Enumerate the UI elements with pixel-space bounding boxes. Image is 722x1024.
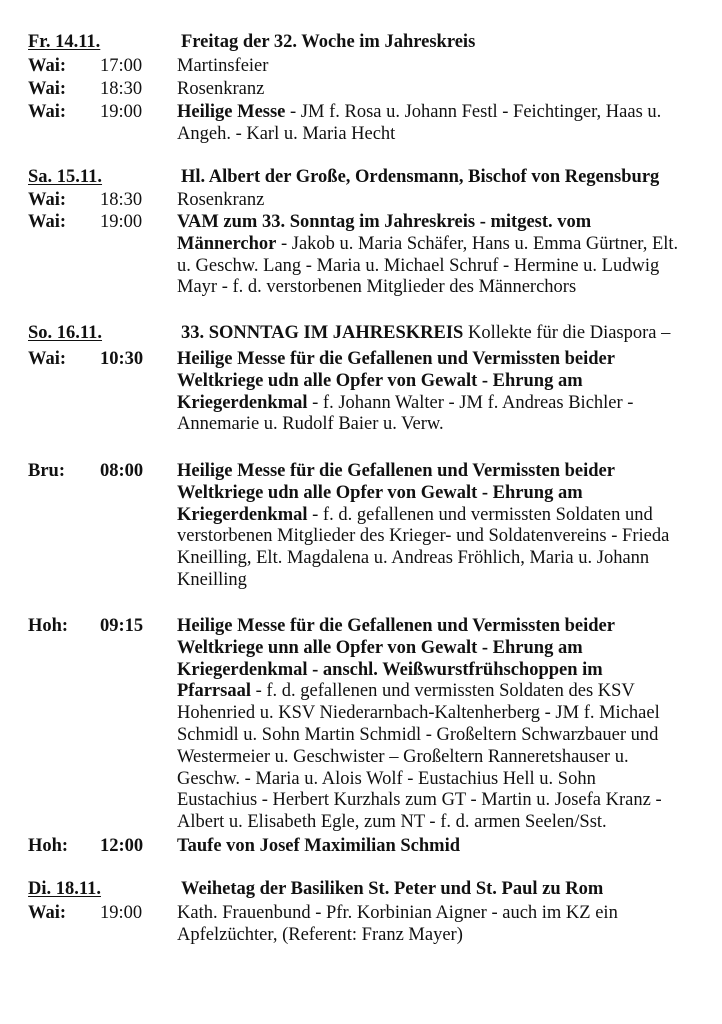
day-date: So. 16.11. [28, 323, 103, 343]
bold-text: Kriegerdenkmal - anschl. Weißwurstfrühschoppen im [177, 659, 603, 680]
event-text-line [177, 413, 444, 435]
event-time: 08:00 [100, 461, 144, 481]
event-text-line [177, 392, 633, 414]
event-place: Wai: [28, 349, 67, 369]
bold-text: Weihetag der Basiliken St. Peter und St. Paul zu Rom [181, 879, 604, 899]
event-time: 19:00 [100, 903, 143, 923]
event-text-line [177, 525, 669, 547]
regular-text: Annemarie u. Rudolf Baier u. Verw. [177, 414, 444, 435]
event-place: Hoh: [28, 616, 69, 636]
event-place: Wai: [28, 102, 67, 122]
event-text-line [177, 547, 649, 569]
event-text-line [177, 482, 583, 504]
bold-text: Weltkriege udn alle Opfer von Gewalt - Ehrung am [177, 370, 583, 391]
event-text-line [177, 189, 264, 211]
event-text-line [177, 702, 660, 724]
day-date: Di. 18.11. [28, 879, 101, 899]
event-text-line [177, 370, 583, 392]
event-text-line [177, 811, 607, 833]
event-text-line [177, 348, 615, 370]
event-text-line [177, 55, 268, 77]
day-date: Sa. 15.11. [28, 167, 103, 187]
event-text-line [177, 233, 678, 255]
event-time: 18:30 [100, 79, 143, 99]
regular-text: Mayr - f. d. verstorbenen Mitglieder des Männerchors [177, 277, 577, 298]
day-title [181, 322, 670, 344]
regular-text: - JM f. Rosa u. Johann Festl - Feichtinger, Haas u. [285, 102, 662, 122]
regular-text: Eustachius - Herbert Kurzhals zum GT - Martin u. Josefa Kranz - [177, 790, 662, 811]
regular-text: Kath. Frauenbund - Pfr. Korbinian Aigner - auch im KZ ein [177, 903, 618, 923]
event-text-line [177, 504, 653, 526]
bold-text: Heilige Messe für die Gefallenen und Vermissten beider [177, 616, 615, 636]
regular-text: Apfelzüchter, (Referent: Franz Mayer) [177, 924, 463, 945]
bold-text: Kriegerdenkmal [177, 392, 308, 413]
event-text-line [177, 789, 662, 811]
event-text-line [177, 569, 247, 591]
day-title [181, 878, 603, 900]
regular-text: Rosenkranz [177, 79, 265, 99]
event-text-line [177, 637, 583, 659]
event-text-line [177, 835, 460, 857]
event-text-line [177, 101, 661, 123]
bold-text: Freitag der 32. Woche im Jahreskreis [181, 32, 476, 52]
event-text-line [177, 460, 615, 482]
regular-text: Geschw. - Maria u. Alois Wolf - Eustachius Hell u. Sohn [177, 768, 596, 789]
regular-text: Schmidl u. Sohn Martin Schmidl - Großeltern Schwarzbauer und [177, 725, 659, 745]
event-text-line [177, 724, 658, 746]
bold-text: 33. SONNTAG IM JAHRESKREIS [181, 323, 464, 343]
regular-text: Westermeier u. Geschwister – Großeltern Ranneretshauser u. [177, 746, 629, 767]
event-place: Wai: [28, 79, 67, 99]
event-place: Wai: [28, 903, 67, 923]
bold-text: Pfarrsaal [177, 681, 251, 702]
bold-text: Heilige Messe für die Gefallenen und Vermissten beider [177, 461, 615, 481]
regular-text: Hohenried u. KSV Niederarnbach-Kaltenherberg - JM f. Michael [177, 703, 660, 724]
event-text-line [177, 276, 576, 298]
event-text-line [177, 78, 264, 100]
bold-text: Taufe von Josef Maximilian Schmid [177, 836, 461, 856]
event-text-line [177, 123, 395, 145]
regular-text: - f. Johann Walter - JM f. Andreas Bichler - [307, 392, 634, 413]
bold-text: Hl. Albert der Große, Ordensmann, Bischof von Regensburg [181, 167, 660, 187]
day-title [181, 166, 659, 188]
event-text-line [177, 746, 629, 768]
bold-text: Männerchor [177, 233, 277, 254]
bold-text: VAM zum 33. Sonntag im Jahreskreis - mitgest. vom [177, 212, 592, 232]
bold-text: Weltkriege unn alle Opfer von Gewalt - Ehrung am [177, 637, 583, 658]
regular-text: verstorbenen Mitglieder des Krieger- und Soldatenvereins - Frieda [177, 526, 670, 547]
regular-text: Albert u. Elisabeth Egle, zum NT - f. d. armen Seelen/Sst. [177, 812, 607, 833]
event-time: 09:15 [100, 616, 144, 636]
regular-text: u. Geschw. Lang - Maria u. Michael Schruf - Hermine u. Ludwig [177, 255, 660, 276]
event-time: 10:30 [100, 349, 144, 369]
regular-text: Kneilling [177, 570, 247, 590]
event-time: 18:30 [100, 190, 143, 210]
bold-text: Weltkriege udn alle Opfer von Gewalt - Ehrung am [177, 482, 583, 503]
event-text-line [177, 902, 618, 924]
bold-text: Heilige Messe [177, 102, 286, 122]
event-time: 19:00 [100, 102, 143, 122]
regular-text: - f. d. gefallenen und vermissten Soldaten des KSV [250, 681, 635, 702]
regular-text: Kollekte für die Diaspora – [463, 323, 671, 343]
event-time: 17:00 [100, 56, 143, 76]
event-place: Hoh: [28, 836, 69, 856]
event-time: 12:00 [100, 836, 144, 856]
regular-text: Rosenkranz [177, 190, 265, 210]
event-text-line [177, 211, 591, 233]
regular-text: Kneilling, Elt. Magdalena u. Andreas Fröhlich, Maria u. Johann [177, 548, 650, 569]
event-text-line [177, 768, 596, 790]
event-place: Wai: [28, 212, 67, 232]
regular-text: Martinsfeier [177, 56, 269, 76]
event-text-line [177, 659, 603, 681]
event-place: Bru: [28, 461, 65, 481]
event-text-line [177, 615, 615, 637]
event-text-line [177, 255, 659, 277]
bold-text: Heilige Messe für die Gefallenen und Vermissten beider [177, 349, 615, 369]
bold-text: Kriegerdenkmal [177, 504, 308, 525]
event-place: Wai: [28, 56, 67, 76]
event-place: Wai: [28, 190, 67, 210]
day-title [181, 31, 475, 53]
event-text-line [177, 680, 635, 702]
event-text-line [177, 924, 463, 946]
regular-text: - Jakob u. Maria Schäfer, Hans u. Emma Gürtner, Elt. [276, 233, 679, 254]
regular-text: Angeh. - Karl u. Maria Hecht [177, 123, 396, 144]
event-time: 19:00 [100, 212, 143, 232]
day-date: Fr. 14.11. [28, 32, 101, 52]
regular-text: - f. d. gefallenen und vermissten Soldaten und [307, 504, 653, 525]
